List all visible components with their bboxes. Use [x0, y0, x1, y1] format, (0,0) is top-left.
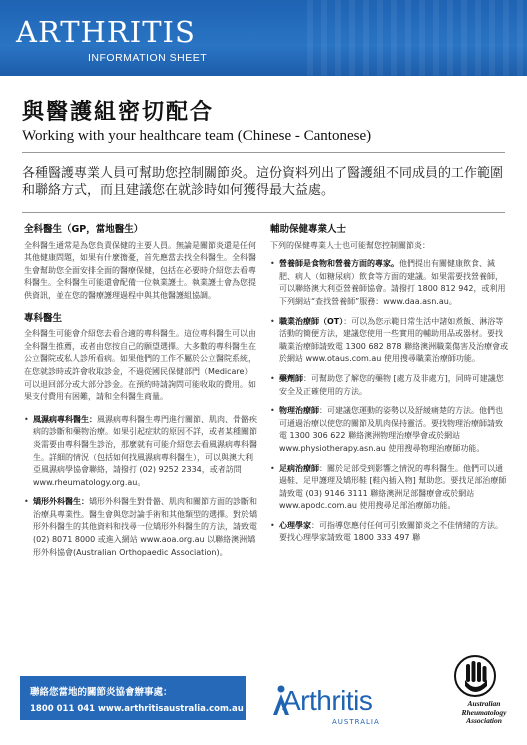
- list-item: [270, 463, 510, 513]
- list-item: [270, 316, 510, 366]
- header-title: ARTHRITIS: [16, 15, 196, 49]
- list-item-text: 風濕病專科醫生專門進行關節、肌肉、骨骼疾病的診斷和藥物治療。如果引起症狀的原因不詳，或者某種關節炎需要由專科醫生診治，那麼就有可能介紹您去看風濕病專科醫生。詳細的情況（包括如何找風濕病專科醫生），可以與澳大利亞風濕病學協會聯絡，請撥打 (02) 9252 2334，或者訪問 www.rheumatology.org.au。: [33, 414, 257, 487]
- list-item-label: 風濕病專科醫生：: [33, 414, 97, 424]
- allied-health-heading: 輔助保健專業人士: [270, 224, 347, 235]
- intro-paragraph: 各種醫護專業人員可幫助您控制關節炎。這份資料列出了醫護組不同成員的工作範圍和聯絡方式，而且建議您在就診時如何獲得最大益處。: [22, 166, 504, 198]
- left-column: [24, 224, 258, 566]
- bullet-icon: •: [24, 414, 29, 424]
- list-item-label: 營養師是食物和營養方面的專家。: [279, 259, 399, 269]
- list-item-text: 他們提出有關健康飲食、減肥、病人（如糖尿病）飲食等方面的建議。如果需要找營養師，可以聯絡澳大利亞營養師協會。請撥打 1800 812 942，或利用下列網站“查找營養師”服務：www.daa.asn.au。: [279, 259, 506, 306]
- gp-text: 全科醫生通常是為您負責保健的主要人員。無論是關節炎還是任何其他健康問題，如果有什麼擔憂，首先應當去找全科醫生。全科醫生會幫助您全面安排全面的醫療保健，包括在必要時介紹您去看專科醫生。全科醫生可能還會配備一位執業護士。執業護士會為您提供資訊，並在您的醫療護理過程中與其他醫護組協調。: [24, 240, 256, 300]
- list-item: [24, 496, 258, 559]
- list-item-label: 矯形外科醫生：: [33, 497, 89, 507]
- bullet-icon: •: [270, 406, 275, 416]
- list-item: [270, 373, 510, 398]
- list-item-label: 心理學家: [279, 520, 311, 530]
- contact-heading: 聯絡您當地的關節炎協會辦事處：: [30, 687, 173, 698]
- rheumatology-association-logo: [436, 652, 514, 734]
- bullet-icon: •: [270, 259, 275, 269]
- allied-health-lead: 下列的保健專業人士也可能幫您控制關節炎：: [270, 240, 430, 250]
- list-item-text: ：可建議您運動的姿勢以及舒緩痛楚的方法。他們也可通過治療以使您的關節及肌肉保持靈活。要找物理治療師請致電 1300 306 622 聯絡澳洲物理治療學會或於網站 www.physiotherapy.asn.au 使用搜尋物理治療師功能。: [279, 406, 503, 453]
- logo-country: AUSTRALIA: [332, 718, 380, 726]
- page-title-english: Working with your healthcare team (Chinese - Cantonese): [22, 128, 372, 144]
- list-item-label: 職業治療師（OT）: [279, 316, 344, 326]
- logo-word: Arthritis: [282, 685, 373, 716]
- list-item-text: ：可以為您示範日常生活中諸如煮飯、淋浴等活動的簡便方法，建議您使用一些實用的輔助用品或器材。要找職業治療師請致電 1300 682 878 聯絡澳洲職業傷害及治療會或於網站 www.otaus.com.au 使用搜尋職業治療師功能。: [279, 316, 509, 364]
- list-item-label: 足病治療師: [279, 463, 319, 473]
- arthritis-australia-logo: [268, 683, 388, 733]
- list-item: [24, 414, 258, 490]
- specialist-text: 全科醫生可能會介紹您去看合適的專科醫生。這位專科醫生可以由全科醫生推薦，或者由您按自己的願望選擇。大多數的專科醫生在公立醫院或私人診所看病。如果他們的工作不屬於公立醫院系統，在您就診時或許會收取診金，不過從國民保健部門（Medicare）可以退回部分或大部分診金。在預約時請詢問可能收取的費用。如果支付費用有困難，請和全科醫生商量。: [24, 329, 256, 402]
- list-item: [270, 405, 510, 455]
- page-title-chinese: 與醫護組密切配合: [22, 100, 215, 125]
- header-pattern: [307, 0, 527, 76]
- rheum-logo-text: Australian Rheumatology Association: [461, 699, 507, 725]
- hand-emblem-icon: [450, 652, 500, 702]
- list-item-label: 物理治療師: [279, 406, 319, 416]
- contact-line[interactable]: 1800 011 041 www.arthritisaustralia.com.au: [30, 704, 244, 714]
- intro-divider: [22, 212, 505, 213]
- contact-box: [20, 676, 246, 720]
- header-subtitle: INFORMATION SHEET: [88, 52, 208, 64]
- list-item: [270, 520, 510, 545]
- list-item-text: ：可指導您應付任何可引致關節炎之不佳情緒的方法。要找心理學家請致電 1800 333 497 聯: [279, 520, 503, 543]
- bullet-icon: •: [270, 316, 275, 326]
- bullet-icon: •: [270, 373, 275, 383]
- bullet-icon: •: [24, 497, 29, 507]
- list-item-text: ：可幫助您了解您的藥物 [處方及非處方]，同時可建議您安全及正確使用的方法。: [279, 373, 504, 396]
- gp-heading: 全科醫生（GP，當地醫生）: [24, 224, 144, 235]
- specialist-heading: 專科醫生: [24, 312, 63, 324]
- list-item-label: 藥劑師: [279, 373, 303, 383]
- header-banner: [0, 0, 527, 76]
- list-item-text: ：關於足部受到影響之情況的專科醫生。他們可以通過鞋、足甲護理及矯形鞋 [鞋內插入物] 幫助您。要找足部治療師請致電 (03) 9146 3111 聯絡澳洲足部醫療會或於網站 www.apodc.com.au 使用搜尋足部治療師功能。: [279, 463, 507, 511]
- title-divider: [22, 152, 505, 153]
- list-item-text: 矯形外科醫生對骨骼、肌肉和關節方面的診斷和治療具專業性。醫生會與您討論手術和其他類型的選擇。對於矯形外科醫生的其他資料和找尋一位矯形外科醫生的方法，請致電 (02) 8071 8000 或進入網站 www.aoa.org.au 以聯絡澳洲矯形外科協會(Australian Orthopaedic Association)。: [33, 497, 257, 557]
- bullet-icon: •: [270, 520, 275, 530]
- bullet-icon: •: [270, 463, 275, 473]
- right-column: [270, 224, 510, 552]
- list-item: [270, 258, 510, 308]
